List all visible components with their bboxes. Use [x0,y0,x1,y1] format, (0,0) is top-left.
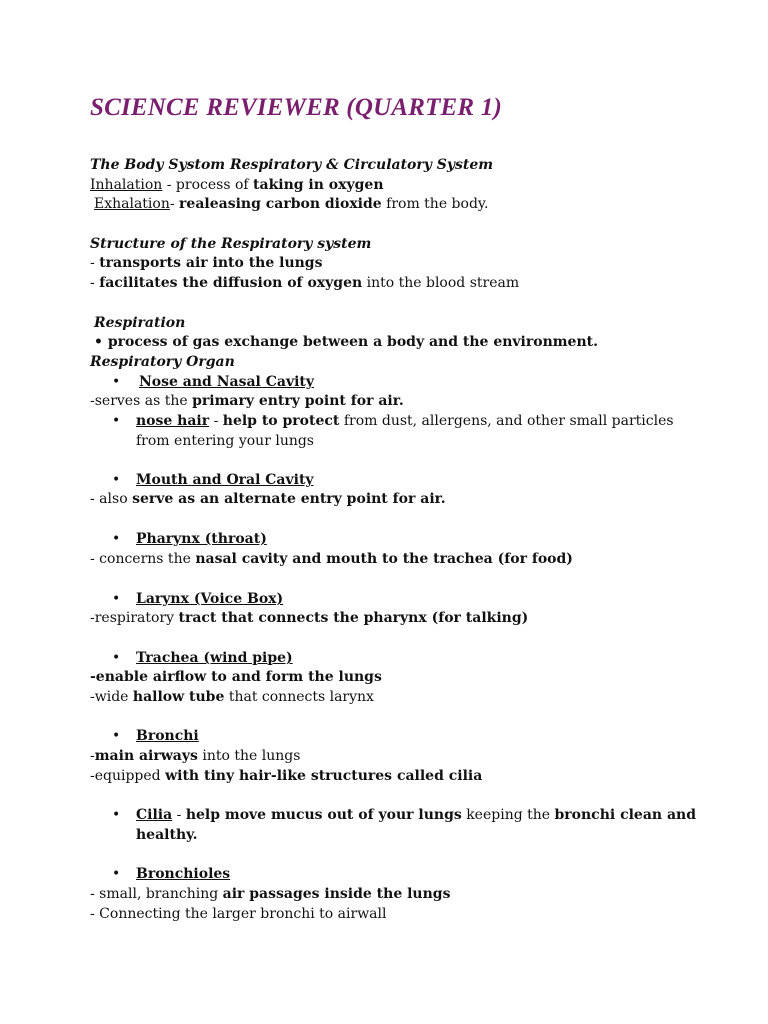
sub-item [136,805,696,845]
organ-title: Pharynx (throat) [136,531,267,547]
term: nose hair [136,413,210,429]
emphasis: transports air into the lungs [99,255,323,271]
respiration-definition: • process of gas exchange between a body and the environment. [94,334,598,350]
organ-title: Trachea (wind pipe) [136,650,293,666]
organ-description [90,391,404,411]
emphasis: main airways [94,748,198,764]
bullet: • [112,591,121,607]
emphasis: with tiny hair-like structures called cilia [165,768,483,784]
emphasis: help to protect [222,413,340,429]
text: - [209,413,223,429]
section-heading: The Body Systom Respiratory & Circulatory System [90,157,494,173]
text: - small, branching [90,886,223,902]
text: - concerns the [90,551,196,567]
bullet: • [112,807,121,823]
inhalation-definition [90,175,384,195]
organ-description: -enable airflow to and form the lungs [90,669,382,685]
sub-item [136,411,696,451]
bullet: • [112,472,121,488]
text: - [90,748,95,764]
organ-description [90,608,528,628]
emphasis: facilitates the diffusion of oxygen [99,275,363,291]
organ-title: Larynx (Voice Box) [136,591,284,607]
organ-description [90,687,374,707]
text: - process of [162,177,254,193]
organ-description [90,766,482,786]
emphasis: help move mucus out of your lungs [185,807,462,823]
bullet: • [112,866,121,882]
text: -serves as the [90,393,193,409]
section-heading: Respiratory Organ [90,354,235,370]
text: -respiratory [90,610,179,626]
bullet: • [112,531,121,547]
text: - [90,255,100,271]
bullet: • [112,413,121,429]
emphasis: primary entry point for air. [192,393,404,409]
section-heading: Structure of the Respiratory system [90,236,372,252]
bullet: • [112,728,121,744]
structure-line [90,253,322,273]
text: from the body. [381,196,489,212]
organ-description: - Connecting the larger bronchi to airwall [90,906,387,922]
emphasis: bronchi clean and healthy. [136,807,696,843]
text: - [172,807,186,823]
text: - [169,196,180,212]
structure-line [90,273,519,293]
term: Cilia [136,807,173,823]
text: keeping the [461,807,555,823]
organ-description [90,549,573,569]
emphasis: hallow tube [132,689,225,705]
emphasis: tract that connects the pharynx (for talking) [178,610,529,626]
section-heading: Respiration [94,315,186,331]
text: -wide [90,689,133,705]
emphasis: taking in oxygen [253,177,384,193]
organ-description [90,884,450,904]
emphasis: air passages inside the lungs [222,886,451,902]
emphasis: nasal cavity and mouth to the trachea (for food) [195,551,573,567]
term: Inhalation [90,177,163,193]
bullet: • [112,650,121,666]
term: Exhalation [94,196,170,212]
page-title: SCIENCE REVIEWER (QUARTER 1) [90,94,502,121]
emphasis: serve as an alternate entry point for air. [132,491,446,507]
organ-description [90,746,300,766]
text: into the blood stream [362,275,520,291]
text: - [90,275,100,291]
organ-title: Bronchi [136,728,199,744]
bullet: • [112,374,121,390]
text: -equipped [90,768,166,784]
organ-description [90,489,446,509]
organ-title: Nose and Nasal Cavity [139,374,314,390]
exhalation-definition [94,194,488,214]
emphasis: realeasing carbon dioxide [179,196,382,212]
organ-title: Mouth and Oral Cavity [136,472,314,488]
text: into the lungs [197,748,301,764]
text: - also [90,491,133,507]
text: from dust, allergens, and other small particles from entering your lungs [136,413,674,449]
text: that connects larynx [224,689,374,705]
organ-title: Bronchioles [136,866,231,882]
